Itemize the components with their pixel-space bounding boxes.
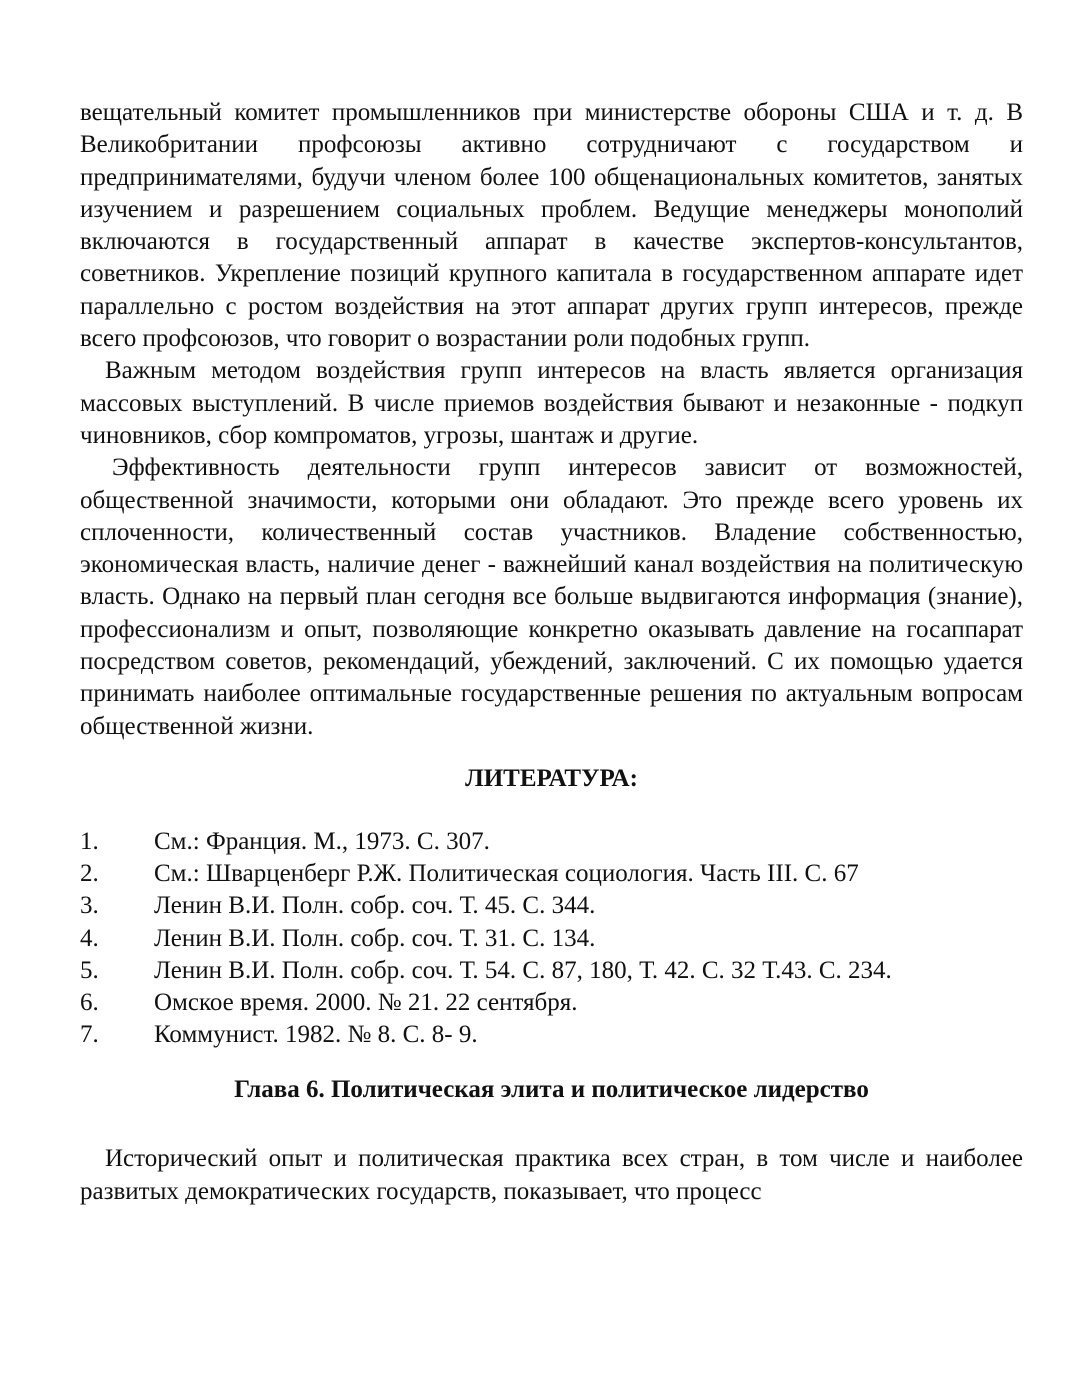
reference-item	[80, 858, 1023, 890]
literature-heading: ЛИТЕРАТУРА:	[465, 764, 638, 792]
reference-text: Ленин В.И. Полн. собр. соч. Т. 45. С. 344.	[154, 892, 596, 920]
chapter-heading: Глава 6. Политическая элита и политическое лидерство	[234, 1076, 869, 1104]
reference-number: 2.	[80, 860, 99, 888]
reference-item	[80, 826, 1023, 858]
reference-list	[80, 826, 1023, 1051]
reference-text: Ленин В.И. Полн. собр. соч. Т. 31. С. 134.	[154, 924, 596, 952]
chapter-paragraph: Исторический опыт и политическая практика всех стран, в том числе и наиболее развитых демократических государств, показывает, что процесс	[80, 1145, 1023, 1205]
reference-number: 6.	[80, 988, 99, 1016]
reference-item	[80, 890, 1023, 922]
reference-item	[80, 955, 1023, 987]
reference-item	[80, 987, 1023, 1019]
reference-number: 4.	[80, 924, 99, 952]
document-page	[80, 97, 1023, 1208]
reference-text: Ленин В.И. Полн. собр. соч. Т. 54. С. 87, 180, Т. 42. С. 32 Т.43. С. 234.	[154, 956, 892, 984]
reference-number: 5.	[80, 956, 99, 984]
reference-text: См.: Шварценберг Р.Ж. Политическая социология. Часть III. С. 67	[154, 860, 859, 888]
reference-number: 7.	[80, 1021, 99, 1049]
reference-item	[80, 923, 1023, 955]
reference-text: Коммунист. 1982. № 8. С. 8- 9.	[154, 1021, 478, 1049]
reference-number: 3.	[80, 892, 99, 920]
body-paragraph-1: вещательный комитет промышленников при министерстве обороны США и т. д. В Великобритании профсоюзы активно сотрудничают с государством и предпринимателями, будучи членом более 100 общенациональных комитетов, занятых изучением и разрешением социальных проблем. Ведущие менеджеры монополий включаются в государственный аппарат в качестве экспертов-консультантов, советников. Укрепление позиций крупного капитала в государственном аппарате идет параллельно с ростом воздействия на этот аппарат других групп интересов, прежде всего профсоюзов, что говорит о возрастании роли подобных групп.	[80, 99, 1023, 353]
reference-text: Омское время. 2000. № 21. 22 сентября.	[154, 988, 578, 1016]
body-paragraph-3: Эффективность деятельности групп интересов зависит от возможностей, общественной значимости, которыми они обладают. Это прежде всего уровень их сплоченности, количественный состав участников. Владение собственностью, экономическая власть, наличие денег - важнейший канал воздействия на политическую власть. Однако на первый план сегодня все больше выдвигаются информация (знание), профессионализм и опыт, позволяющие конкретно оказывать давление на госаппарат посредством советов, рекомендаций, убеждений, заключений. С их помощью удается принимать наиболее оптимальные государственные решения по актуальным вопросам общественной жизни.	[80, 454, 1023, 740]
body-paragraph-2: Важным методом воздействия групп интересов на власть является организация массовых выступлений. В числе приемов воздействия бывают и незаконные - подкуп чиновников, сбор компроматов, угрозы, шантаж и другие.	[80, 357, 1023, 449]
reference-text: См.: Франция. М., 1973. С. 307.	[154, 827, 490, 855]
reference-number: 1.	[80, 827, 99, 855]
reference-item	[80, 1019, 1023, 1051]
